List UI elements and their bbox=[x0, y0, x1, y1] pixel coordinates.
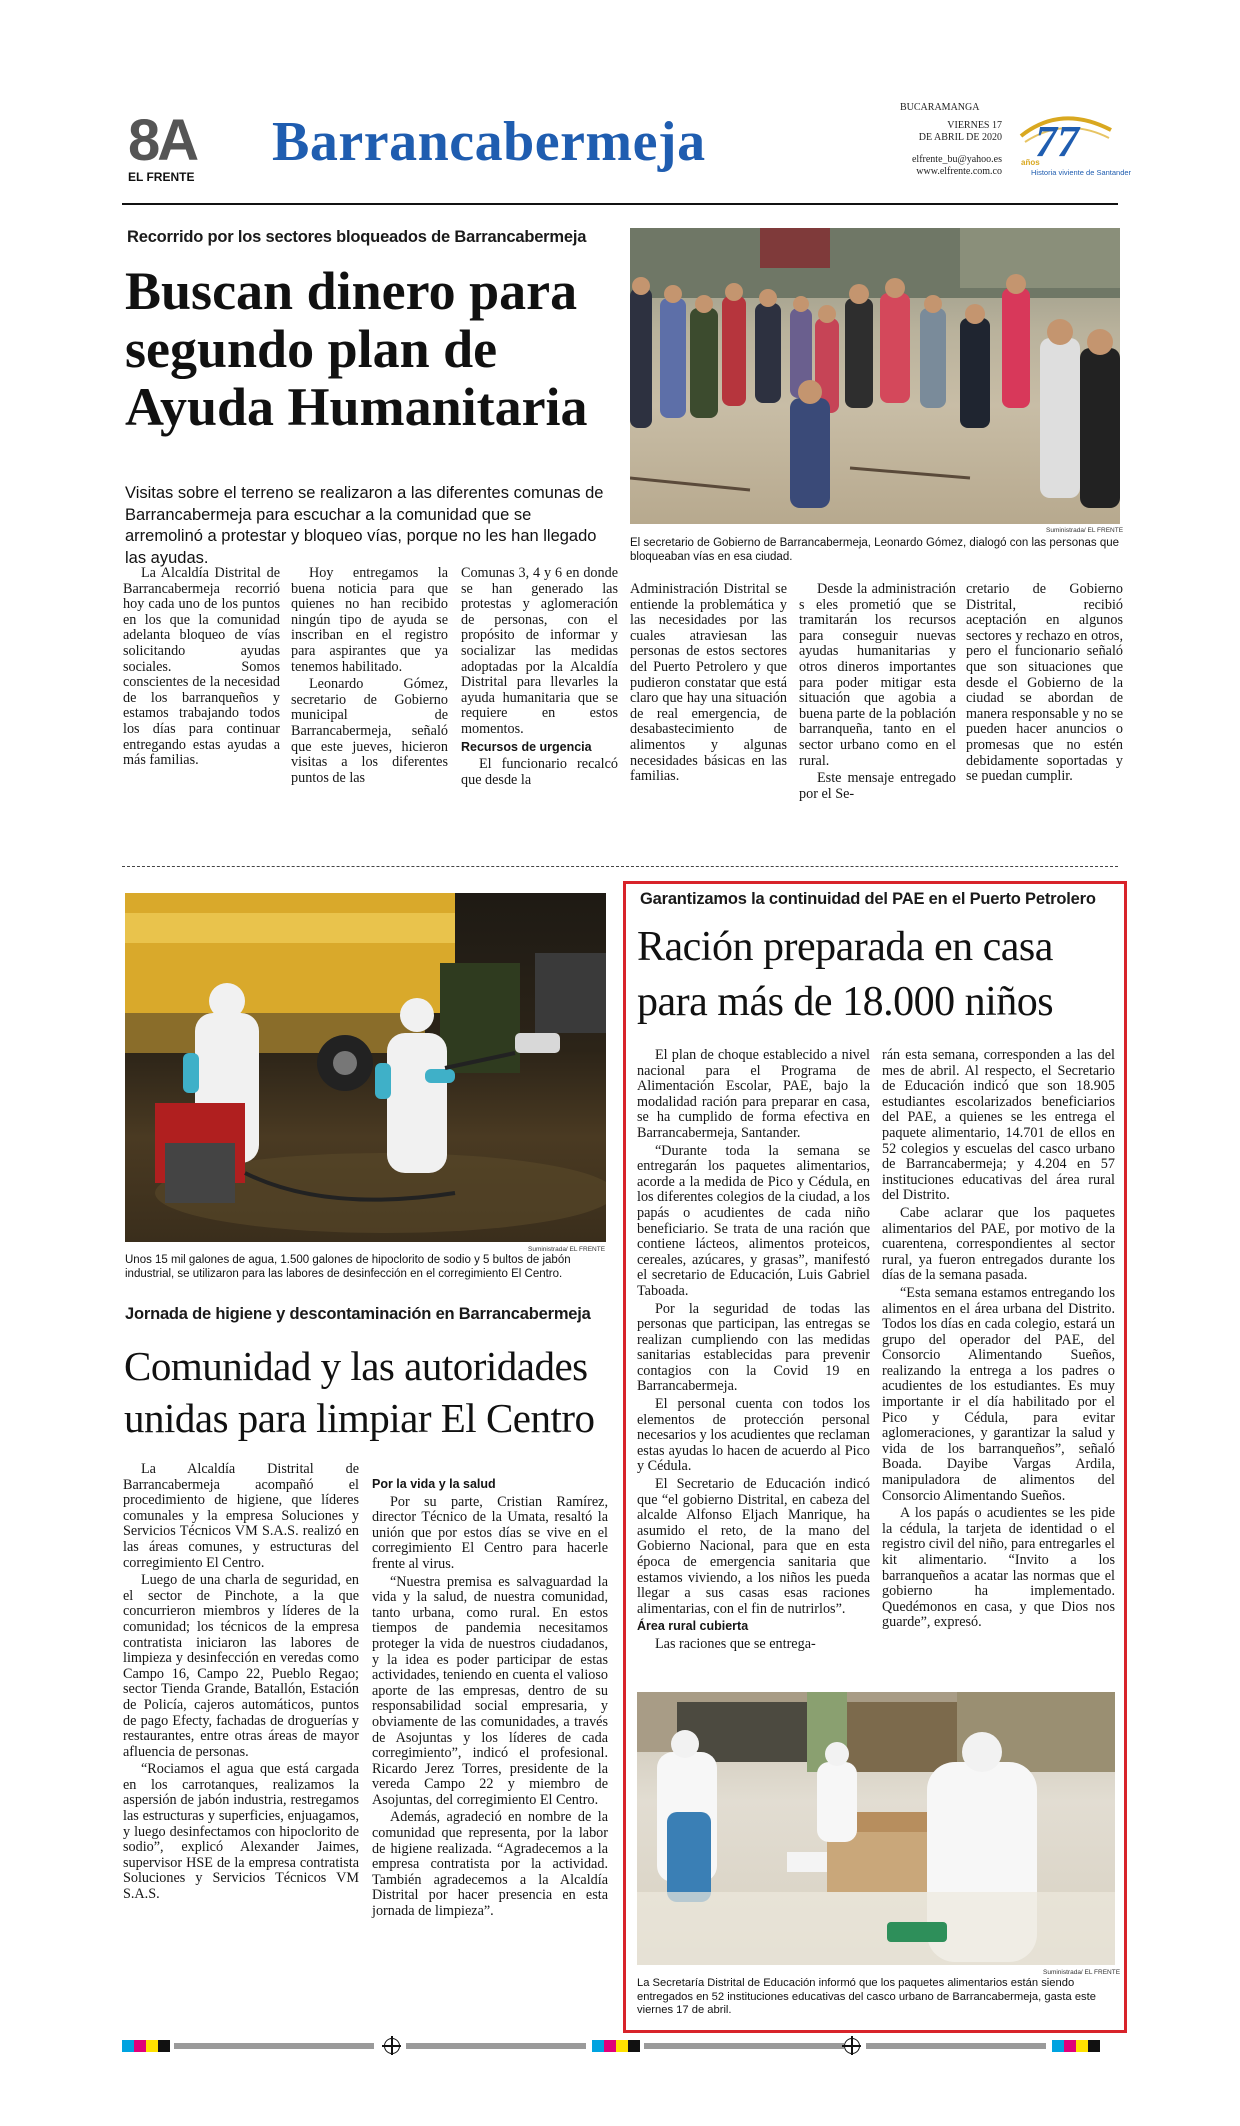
black-swatch-3 bbox=[1088, 2040, 1100, 2052]
story1-headline: Buscan dinero para segundo plan de Ayuda Humanitaria bbox=[125, 261, 588, 437]
yellow-swatch-2 bbox=[616, 2040, 628, 2052]
anniversary-number: 77 bbox=[1035, 117, 1079, 166]
cyan-swatch-3 bbox=[1052, 2040, 1064, 2052]
print-marks bbox=[122, 2040, 1122, 2054]
story1-photo bbox=[630, 228, 1120, 524]
story1-caption: El secretario de Gobierno de Barrancabermeja, Leonardo Gómez, dialogó con las personas que bloqueaban vías en esa ciudad. bbox=[630, 537, 1120, 563]
yellow-swatch bbox=[146, 2040, 158, 2052]
story2-col-2: Por la vida y la salud Por su parte, Cristian Ramírez, director Técnico de la Umata, resaltó la unión que por estos días se vive en el corregimiento El Centro para hacerle frente al virus. “Nuestra premisa es salvaguardad la vida y la salud, de nuestra comunidad, tanto urbana, como rural. En estos tiempos de pandemia necesitamos proteger la vida de nuestros ciudadanos, y la idea es poder participar de estas actividades, teniendo en cuenta el valioso aporte de las empresas, dentro de su responsabilidad social empresaria, y obviamente de las comunidades, a través de Asojuntas y los líderes de cada corregimiento”, indicó el profesional. Ricardo Jerez Torres, presidente de la vereda Campo 22 y miembro de Asojuntas, del corregimiento El Centro. Además, agradeció en nombre de la comunidad que representa, por la labor de higiene realizada. “Agradecemos a la empresa contratista por la actividad. También agradecemos a la Alcaldía Distrital por hacer presencia en esta jornada de limpieza”. bbox=[372, 1477, 608, 1920]
food-delivery-illustration bbox=[637, 1692, 1115, 1965]
story2-caption: Unos 15 mil galones de agua, 1.500 galones de hipoclorito de sodio y 5 bultos de jabón industrial, se utilizaron para las labores de desinfección en el corregimiento El Centro. bbox=[125, 1254, 571, 1280]
story2-headline: Comunidad y las autoridades unidas para limpiar El Centro bbox=[124, 1343, 595, 1441]
story2-photo-credit: Suministrada/ EL FRENTE bbox=[528, 1246, 606, 1253]
street-crowd-illustration bbox=[630, 228, 1120, 524]
cyan-swatch bbox=[122, 2040, 134, 2052]
story3-col-1: El plan de choque establecido a nivel nacional para el Programa de Alimentación Escolar, PAE, bajo la modalidad ración para preparar en casa, se ha cumplido de forma efectiva en Barrancabermeja, Santander. “Durante toda la semana se entregarán los paquetes alimentarios, acorde a la medida de Pico y Cédula, en los diferentes colegios de la ciudad, a los papás o acudientes de cada niño beneficiario. Se trata de una ración que contiene lácteos, alimentos proteicos, cereales, azúcares, y grasas”, manifestó el secretario de Educación, Luis Gabriel Taboada. Por la seguridad de todas las personas que participan, las entregas se realizan cumpliendo con las medidas sanitarias establecidas para prevenir contagios con la Covid 19 en Barrancabermeja. El personal cuenta con todos los elementos de protección personal necesarios y los acudientes que reclaman estas ayudas lo hacen de acuerdo al Pico y Cédula. El Secretario de Educación indicó que “el gobierno Distrital, en cabeza del alcalde Alfonso Eljach Manrique, ha asumido el reto, de la mano del Gobierno Nacional, para que en esta época de emergencia sanitaria que estamos viviendo, a los niños les pueda llegar a sus casas esas raciones alimentarias, con el fin de nutrirlos”. Área rural cubierta Las raciones que se entrega- bbox=[637, 1047, 870, 1652]
brand-label: EL FRENTE bbox=[128, 170, 195, 184]
anniversary-tagline: Historia viviente de Santander bbox=[1031, 168, 1132, 177]
story1-col-6: cretario de Gobierno Distrital, recibió aceptación en algunos sectores y rechazo en otros, pero el funcionario señaló que son situaciones que desde el Gobierno de la ciudad se abordan de manera responsable y no se pueden hacer anuncios o promesas que no estén debidamente soportadas y se puedan cumplir. bbox=[966, 581, 1123, 785]
anniversary-logo bbox=[1015, 108, 1132, 180]
date-line-2: DE ABRIL DE 2020 bbox=[918, 132, 1002, 143]
story1-col-5: Desde la administración s eles prometió que se tramitarán los recursos para conseguir nuevas ayudas humanitarias y otros dineros importantes para poder mitigar esta situación que agobia a buena parte de la población barranqueña, tanto en el sector urbano como en el rural. Este mensaje entregado por el Se- bbox=[799, 581, 956, 802]
story2-photo bbox=[125, 893, 606, 1242]
story2-col-1: La Alcaldía Distrital de Barrancabermeja acompañó el procedimiento de higiene, que líderes comunales y la empresa Soluciones y Servicios Técnicos VM S.A.S. realizó en las áreas comunes, y estructuras del corregimiento El Centro. Luego de una charla de seguridad, en el sector de Pinchote, a la que concurrieron miembros y líderes de la comunidad; los técnicos de la empresa contratista iniciaron las labores de limpieza y desinfección en veredas como Campo 16, Campo 22, Pueblo Regao; sector Tienda Grande, Batallón, Estación de Policía, cajeros automáticos, puntos de pago Efecty, fachadas de droguerías y restaurantes, entre otras áreas de mayor afluencia de personas. “Rociamos el agua que está cargada en los carrotanques, realizamos la aspersión de jabón industria, restregamos las estructuras y superficies, enjuagamos, y luego desinfectamos con hipoclorito de sodio”, explicó Alexander Jaimes, supervisor HSE de la empresa contratista Soluciones y Servicios Técnicos VM S.A.S. bbox=[123, 1461, 359, 1903]
registration-mark-icon bbox=[384, 2038, 400, 2054]
magenta-swatch-2 bbox=[604, 2040, 616, 2052]
section-divider bbox=[122, 866, 1118, 867]
anniversary-word: años bbox=[1021, 158, 1040, 167]
header-rule bbox=[122, 203, 1118, 205]
story1-col-4: Administración Distrital se entiende la problemática y las necesidades por las cuales atraviesan las personas de estos sectores del Puerto Petrolero y que pudieron constatar que está claro que hay una situación de real emergencia, de desabastecimiento de alimentos y algunas necesidades básicas en las familias. bbox=[630, 581, 787, 785]
date-line-1: VIERNES 17 bbox=[947, 120, 1002, 131]
story3-caption: La Secretaría Distrital de Educación informó que los paquetes alimentarios están siendo entregados en 52 instituciones educativas del casco urbano de Barrancabermeja, gasta este viernes 17 de abril. bbox=[637, 1977, 1096, 2016]
gray-bar-2 bbox=[406, 2043, 586, 2049]
city-label: BUCARAMANGA bbox=[900, 102, 980, 113]
story3-headline: Ración preparada en casa para más de 18.000 niños bbox=[637, 924, 1054, 1025]
story1-col-1: La Alcaldía Distrital de Barrancabermeja recorrió hoy cada uno de los puntos en los que la comunidad adelanta bloqueo de vías solicitando ayudas sociales. Somos conscientes de la necesidad de los barranqueños y estamos trabajando todos los días para continuar entregando estas ayudas a más familias. bbox=[123, 565, 280, 769]
story1-photo-credit: Suministrada/ EL FRENTE bbox=[1046, 527, 1124, 534]
email-link[interactable]: elfrente_bu@yahoo.es bbox=[911, 154, 1002, 165]
disinfection-scene-illustration bbox=[125, 893, 606, 1242]
story2-kicker: Jornada de higiene y descontaminación en Barrancabermeja bbox=[125, 1305, 591, 1323]
magenta-swatch bbox=[134, 2040, 146, 2052]
cyan-swatch-2 bbox=[592, 2040, 604, 2052]
gray-bar-4 bbox=[866, 2043, 1046, 2049]
website-link[interactable]: www.elfrente.com.co bbox=[916, 166, 1002, 177]
story3-photo-credit: Suministrada/ EL FRENTE bbox=[1043, 1969, 1121, 1976]
gray-bar-3 bbox=[644, 2043, 844, 2049]
story3-subhead: Área rural cubierta bbox=[637, 1619, 749, 1634]
magenta-swatch-3 bbox=[1064, 2040, 1076, 2052]
story1-kicker: Recorrido por los sectores bloqueados de Barrancabermeja bbox=[127, 228, 587, 246]
page-number: 8A bbox=[128, 108, 197, 173]
story1-subhead: Recursos de urgencia bbox=[461, 739, 592, 754]
black-swatch bbox=[158, 2040, 170, 2052]
registration-mark-icon-2 bbox=[844, 2038, 860, 2054]
story3-col-2: rán esta semana, corresponden a las del mes de abril. Al respecto, el Secretario de Educación indicó que son 18.905 estudiantes escolarizados beneficiarios del PAE, a quienes se les entrega el paquete alimentario, 14.701 de ellos en 52 colegios y escuelas del casco urbano de Barrancabermeja; y 4.204 en 57 instituciones educativas del área rural del Distrito. Cabe aclarar que los paquetes alimentarios del PAE, por motivo de la cuarentena, correspondientes al sector rural, ya fueron entregados durante los días de la semana pasada. “Esta semana estamos entregando los alimentos en el área urbana del Distrito. Todos los días en cada colegio, estará un grupo del operador del PAE, del Consorcio Alimentando Sueños, realizando la entrega a los padres o acudientes de los estudiantes. Es muy importante ir el día habilitado por el Pico y Cédula, para evitar aglomeraciones, y garantizar la salud y vida de los barranqueños”, señaló Boada. Dayibe Vargas Ardila, manipuladora de alimentos del Consorcio Alimentando Sueños. A los papás o acudientes se les pide la cédula, la tarjeta de identidad o el registro civil del niño, para entregarles el kit alimentario. “Invito a los barranqueños a acatar las normas que el gobierno ha implementado. Quedémonos en casa, y que Dios nos guarde”, expresó. bbox=[882, 1047, 1115, 1631]
gray-bar bbox=[174, 2043, 374, 2049]
dateline bbox=[900, 102, 1002, 178]
story2-subhead: Por la vida y la salud bbox=[372, 1477, 496, 1491]
story3-kicker: Garantizamos la continuidad del PAE en el Puerto Petrolero bbox=[640, 890, 1096, 908]
story1-col-2: Hoy entregamos la buena noticia para que quienes no han recibido ningún tipo de ayuda se inscriban en el registro para aspirantes que ya tenemos habilitado. Leonardo Gómez, secretario de Gobierno municipal de Barrancabermeja, señaló que este jueves, hicieron visitas a los diferentes puntos de las bbox=[291, 565, 448, 786]
section-title: Barrancabermeja bbox=[272, 111, 706, 173]
black-swatch-2 bbox=[628, 2040, 640, 2052]
story3-photo bbox=[637, 1692, 1115, 1965]
yellow-swatch-3 bbox=[1076, 2040, 1088, 2052]
story1-deck: Visitas sobre el terreno se realizaron a las diferentes comunas de Barrancabermeja para escuchar a la comunidad que se arremolinó a protestar y bloqueo vías, porque no les han llegado las ayudas. bbox=[125, 484, 604, 567]
story1-col-3: Comunas 3, 4 y 6 en donde se han generado las protestas y aglomeración de personas, con el propósito de informar y socializar las medidas adoptadas por la Alcaldía Distrital para llevarles la ayuda humanitaria que se requiere en estos momentos. Recursos de urgencia El funcionario recalcó que desde la bbox=[461, 565, 618, 788]
